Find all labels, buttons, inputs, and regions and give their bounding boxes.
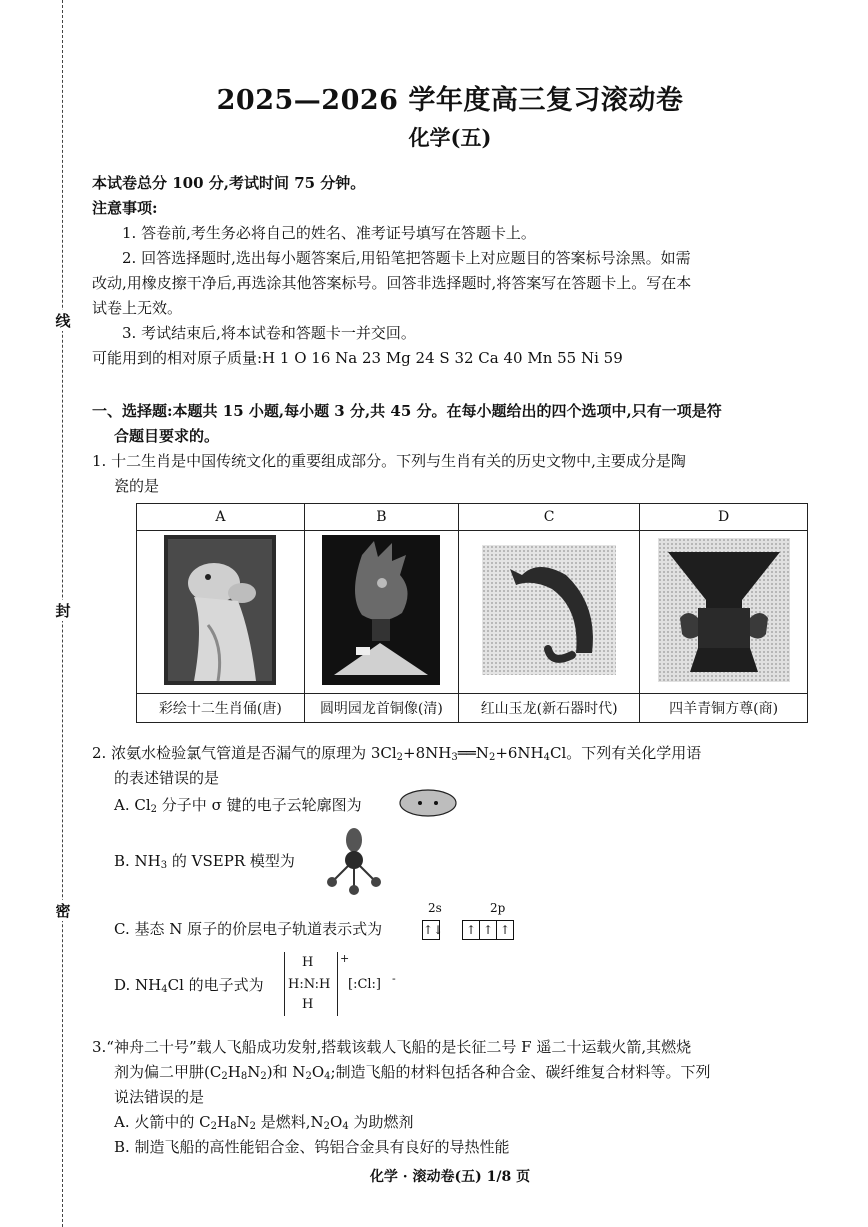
note-2c: 试卷上无效。	[92, 299, 183, 317]
seal-char-mid: 封	[52, 600, 74, 621]
q1-artifact-table	[136, 503, 808, 723]
q2-line1: 2. 浓氨水检验氯气管道是否漏气的原理为 $3Cl_2+8NH_3══N_2+6NH_4Cl$。下列有关化学用语	[92, 744, 702, 763]
orbital-2s-box: ↑↓	[422, 918, 440, 940]
q1-caption-b: 圆明园龙首铜像(清)	[304, 694, 458, 723]
q1-caption-c: 红山玉龙(新石器时代)	[459, 694, 640, 723]
jade-dragon-image	[482, 545, 616, 675]
sigma-bond-cloud-icon	[398, 788, 458, 818]
q1-caption-d: 四羊青铜方尊(商)	[640, 694, 808, 723]
note-1: 1. 答卷前,考生务必将自己的姓名、准考证号填写在答题卡上。	[122, 224, 536, 242]
q1-image-a-cell	[137, 531, 305, 694]
page-footer: 化学 · 滚动卷(五) 1/8 页	[369, 1169, 531, 1185]
ceramic-figurine-image	[164, 535, 276, 685]
atomic-masses: 可能用到的相对原子质量:H 1 O 16 Na 23 Mg 24 S 32 Ca 40 Mn 55 Ni 59	[92, 349, 623, 367]
note-3: 3. 考试结束后,将本试卷和答题卡一并交回。	[122, 324, 416, 342]
q3-line2: 剂为偏二甲肼$(C_2H_8N_2)$和 $N_2O_4$;制造飞船的材料包括各种合金、碳纤维复合材料等。下列	[114, 1063, 711, 1082]
bronze-dragon-head-image	[322, 535, 440, 685]
section-1-line2: 合题目要求的。	[114, 427, 220, 445]
lewis-plus-charge: +	[340, 952, 350, 965]
orbital-2s-label: 2s	[428, 901, 442, 915]
lewis-h-n-h: H:N:H	[288, 977, 331, 992]
page-title: 2025—2026 学年度高三复习滚动卷	[216, 85, 684, 116]
note-2a: 2. 回答选择题时,选出每小题答案后,用铅笔把答题卡上对应题目的答案标号涂黑。如需	[122, 249, 691, 267]
seal-char-top: 线	[52, 310, 74, 331]
q2-option-b: B. $NH_3$ 的 VSEPR 模型为	[114, 852, 295, 871]
q3-line1: 3.“神舟二十号”载人飞船成功发射,搭载该载人飞船的是长征二号 F 遥二十运载火箭,其燃烧	[92, 1038, 692, 1056]
lewis-h-top: H	[302, 955, 314, 970]
q1-header-a: A	[137, 504, 305, 531]
lewis-minus-charge: -	[392, 972, 396, 985]
q1-image-b-cell	[304, 531, 458, 694]
score-line: 本试卷总分 100 分,考试时间 75 分钟。	[92, 174, 366, 192]
bronze-zun-image	[658, 538, 790, 682]
q3-line3: 说法错误的是	[114, 1088, 205, 1106]
q2-option-c: C. 基态 N 原子的价层电子轨道表示式为	[114, 920, 383, 938]
section-1-line1: 一、选择题:本题共 15 小题,每小题 3 分,共 45 分。在每小题给出的四个选项中,只有一项是符	[92, 402, 722, 420]
orbital-2p-boxes: ↑ ↑ ↑	[462, 918, 514, 940]
notes-title: 注意事项:	[92, 199, 158, 217]
q2-option-a: A. $Cl_2$ 分子中 σ 键的电子云轮廓图为	[114, 796, 362, 815]
q3-option-b: B. 制造飞船的高性能铝合金、钨铝合金具有良好的导热性能	[114, 1138, 510, 1156]
page-subtitle: 化学(五)	[408, 125, 492, 150]
q1-line1: 1. 十二生肖是中国传统文化的重要组成部分。下列与生肖有关的历史文物中,主要成分是陶	[92, 452, 686, 470]
q1-caption-a: 彩绘十二生肖俑(唐)	[137, 694, 305, 723]
q1-image-c-cell	[459, 531, 640, 694]
lewis-chloride: [:Cl:]	[348, 977, 382, 992]
q1-image-d-cell	[640, 531, 808, 694]
note-2b: 改动,用橡皮擦干净后,再选涂其他答案标号。回答非选择题时,将答案写在答题卡上。写在本	[92, 274, 692, 292]
vsepr-model-icon	[318, 822, 390, 898]
q3-option-a: A. 火箭中的 $C_2H_8N_2$ 是燃料$,N_2O_4$ 为助燃剂	[114, 1113, 414, 1132]
q1-header-d: D	[640, 504, 808, 531]
q2-option-d: D. $NH_4Cl$ 的电子式为	[114, 976, 264, 995]
q1-header-c: C	[459, 504, 640, 531]
orbital-2p-label: 2p	[490, 901, 506, 915]
q2-line2: 的表述错误的是	[114, 769, 220, 787]
q1-header-b: B	[304, 504, 458, 531]
seal-char-bottom: 密	[52, 900, 74, 921]
q1-line2: 瓷的是	[114, 477, 160, 495]
lewis-h-bottom: H	[302, 997, 314, 1012]
